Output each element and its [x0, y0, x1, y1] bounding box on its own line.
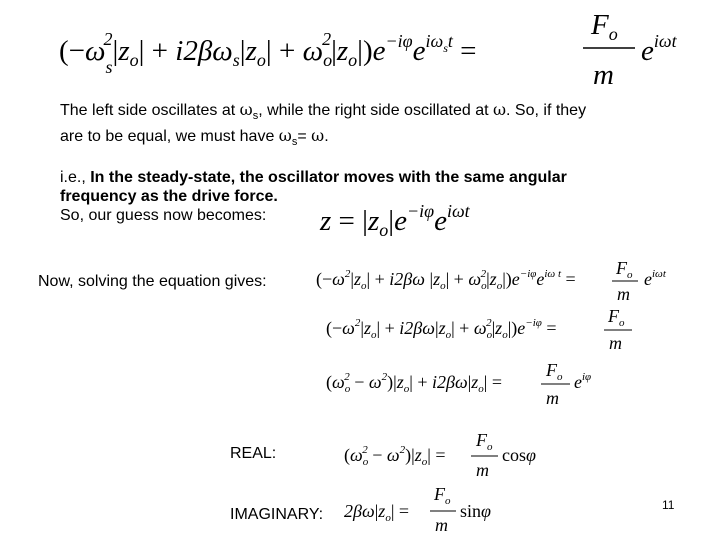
p1-text-4: are to be equal, we must have [60, 128, 279, 146]
svg-text:Fo: $F_o$ [546, 360, 563, 383]
omega-symbol: ω [239, 100, 253, 119]
svg-text:2βω|zo| =: $2\beta\omega|z_o|$ = [344, 501, 410, 524]
svg-text:(ωo2 − ω2)|zo| =: $(\omega_o2 - \omega^2)|z_o|$ = [344, 444, 446, 468]
p1-text-2: , while the right side oscillated at [258, 102, 493, 119]
svg-text:m: m [609, 333, 622, 353]
subscript-s: s [291, 136, 298, 149]
svg-text:eiωt: $e^{i\omega t}$ [644, 268, 666, 289]
omega-symbol: ω [492, 100, 507, 119]
svg-text:m: m [476, 460, 489, 480]
p2-bold-line-2: frequency as the drive force. [60, 188, 278, 205]
solving-label: Now, solving the equation gives: [38, 273, 267, 290]
svg-text:z = |zo|e−iφeiωt: $z = |z_o|e^{-i\varphi}e^{i\omega t}$ [320, 201, 470, 240]
paragraph-left-right-oscillation [60, 100, 700, 152]
svg-text:(−ω2|zo| + i2βω|zo| + ωo2|zo|): $(-\omega^2|z_o| + i2\beta\omega|z_o| + \omega_o2|z_o|)e^{-i\varphi}$ = [326, 317, 557, 341]
page-number: 11 [662, 498, 675, 512]
equation-guess [316, 190, 526, 242]
omega-symbol: ω [311, 126, 325, 146]
svg-text:m: m [546, 388, 559, 408]
subscript-s: s [252, 110, 259, 123]
equation-imaginary [342, 486, 522, 540]
imaginary-label: IMAGINARY: [230, 506, 324, 523]
svg-text:(ωo2 − ω2)|zo| + i2βω|zo| =: $(\omega_o2 - \omega^2)|z_o| + i2\beta\omega|z_o|$ = [326, 371, 503, 395]
svg-text:m: m [435, 515, 448, 535]
svg-text:(−ω2|zo| + i2βω |zo| + ωo2|zo|: ($-\omega^2|z_o| + i2\beta\omega$ $|z_o| + \omega_o2|z_o|)e^{-i\varphi}e^{i\omega t}$ = [316, 268, 576, 292]
svg-text:Fo: $F_o$ [608, 306, 625, 329]
svg-text:Fo: $F_o$ [476, 430, 493, 453]
p2-guess-text: So, our guess now becomes: [60, 207, 267, 224]
svg-text:eiωt: $e^{i\omega t}$ [641, 31, 677, 67]
real-label: REAL: [230, 445, 277, 462]
svg-text:eiφ: $e^{i\varphi}$ [574, 371, 592, 392]
svg-text:sinφ: sinφ [460, 501, 491, 521]
omega-symbol: ω [278, 126, 292, 146]
p1-text-3: . So, if they [506, 102, 587, 119]
svg-text:Fo: $F_o$ [616, 258, 633, 281]
svg-text:m: m [617, 284, 630, 304]
svg-text:Fo: $F_o$ [591, 9, 618, 44]
p1-text-1: The left side oscillates at [60, 102, 240, 119]
p2-bold-line-1: In the steady-state, the oscillator moves with the same angular [90, 169, 567, 186]
svg-text:cosφ: cosφ [502, 445, 536, 465]
p1-text-5: = [297, 128, 312, 146]
equation-top [55, 2, 705, 94]
p2-prefix: i.e., [60, 169, 91, 186]
equation-solve-3 [324, 356, 604, 414]
p1-text-6: . [324, 128, 329, 146]
svg-text:m: m [593, 59, 614, 91]
svg-text:(−ωs2|zo| + i2βωs|zo| + ωo2|zo: $(-\omega_s2|z_o| + i2\beta\omega_s|z_o| + \omega_o2|z_o|)e^{-i\varphi}e^{i\omega}st$ = [59, 29, 477, 77]
equation-solve-1 [314, 254, 704, 308]
svg-text:Fo: $F_o$ [434, 486, 451, 507]
equation-solve-2 [324, 302, 644, 356]
equation-real [342, 426, 562, 484]
